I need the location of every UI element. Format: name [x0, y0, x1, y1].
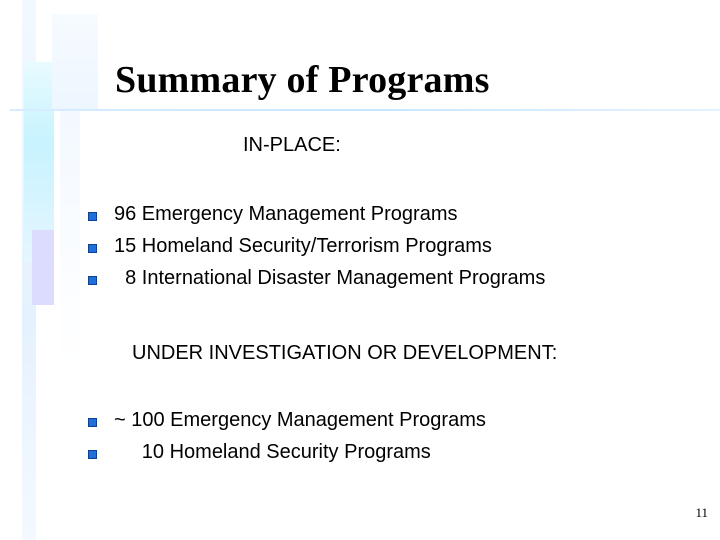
slide-title: Summary of Programs [115, 59, 490, 101]
section-heading-in-place: IN-PLACE: [243, 134, 341, 156]
list-item-text: ~ 100 Emergency Management Programs [114, 409, 486, 431]
square-bullet-icon [88, 212, 97, 221]
decorative-bar [52, 14, 98, 110]
decorative-bar [32, 230, 54, 305]
page-number: 11 [695, 505, 708, 520]
list-item-text: 96 Emergency Management Programs [114, 203, 458, 225]
section-heading-under-investigation: UNDER INVESTIGATION OR DEVELOPMENT: [132, 342, 558, 364]
square-bullet-icon [88, 450, 97, 459]
title-underline [10, 109, 720, 111]
square-bullet-icon [88, 276, 97, 285]
list-item-text: 15 Homeland Security/Terrorism Programs [114, 235, 492, 257]
square-bullet-icon [88, 244, 97, 253]
square-bullet-icon [88, 418, 97, 427]
decorative-bar [60, 110, 80, 370]
list-item-text: 8 International Disaster Management Programs [114, 267, 546, 289]
list-item-text: 10 Homeland Security Programs [114, 441, 431, 463]
